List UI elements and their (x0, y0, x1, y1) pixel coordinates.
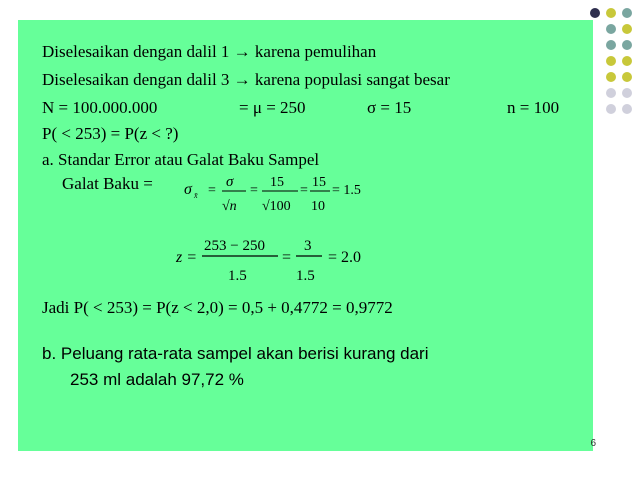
standard-error-formula (180, 168, 380, 220)
z-simplified-numerator: 3 (304, 238, 312, 254)
dot (606, 88, 616, 98)
text-line-dalil-1: Diselesaikan dengan dalil 1 → karena pemulihan (42, 42, 377, 61)
fraction-denominator-10: 10 (311, 199, 325, 214)
z-label: z = (176, 249, 198, 266)
text-line-probability-question: P( < 253) = P(z < ?) (42, 124, 179, 143)
dot (606, 56, 616, 66)
result-value: = 1.5 (332, 183, 361, 198)
dot (606, 24, 616, 34)
fraction-numerator-15: 15 (270, 175, 284, 190)
xbar-subscript: x̄ (194, 191, 198, 200)
text-line-part-b-1: b. Peluang rata-rata sampel akan berisi kurang dari (42, 344, 429, 363)
population-sd: σ = 15 (367, 98, 412, 117)
z-score-formula (172, 228, 392, 290)
dot (606, 40, 616, 50)
dot (622, 88, 632, 98)
z-simplified-denominator: 1.5 (296, 268, 315, 284)
dot (606, 104, 616, 114)
text-line-parameters (42, 98, 560, 118)
z-denominator: 1.5 (228, 268, 247, 284)
fraction-denominator-root-n: √n (222, 199, 237, 214)
population-size: N = 100.000.000 (42, 98, 158, 117)
dot (590, 8, 600, 18)
dot (622, 40, 632, 50)
text-line-part-b-2: 253 ml adalah 97,72 % (70, 370, 244, 389)
z-numerator: 253 − 250 (204, 238, 265, 254)
sample-size: n = 100 (507, 98, 560, 117)
dot (606, 8, 616, 18)
dot (622, 104, 632, 114)
z-result: = 2.0 (328, 249, 362, 266)
fraction-denominator-root-100: √100 (262, 199, 291, 214)
dot (622, 8, 632, 18)
equals-sign: = (282, 249, 292, 266)
text-line-dalil-3: Diselesaikan dengan dalil 3 → karena populasi sangat besar (42, 70, 450, 89)
equals-sign: = (300, 183, 308, 198)
dot (622, 56, 632, 66)
page-number: 6 (590, 438, 596, 449)
dot (606, 72, 616, 82)
population-mean: = μ = 250 (239, 98, 306, 117)
equals-sign: = (208, 183, 216, 198)
sigma-xbar-symbol: σ (184, 181, 192, 198)
dot (622, 72, 632, 82)
equals-sign: = (250, 183, 258, 198)
text-line-galat-baku: Galat Baku = (62, 174, 153, 193)
fraction-numerator-sigma: σ (226, 174, 234, 190)
text-line-part-a: a. Standar Error atau Galat Baku Sampel (42, 150, 320, 169)
text-line-conclusion: Jadi P( < 253) = P(z < 2,0) = 0,5 + 0,4772 = 0,9772 (42, 298, 393, 317)
fraction-numerator-15: 15 (312, 175, 326, 190)
dot (622, 24, 632, 34)
